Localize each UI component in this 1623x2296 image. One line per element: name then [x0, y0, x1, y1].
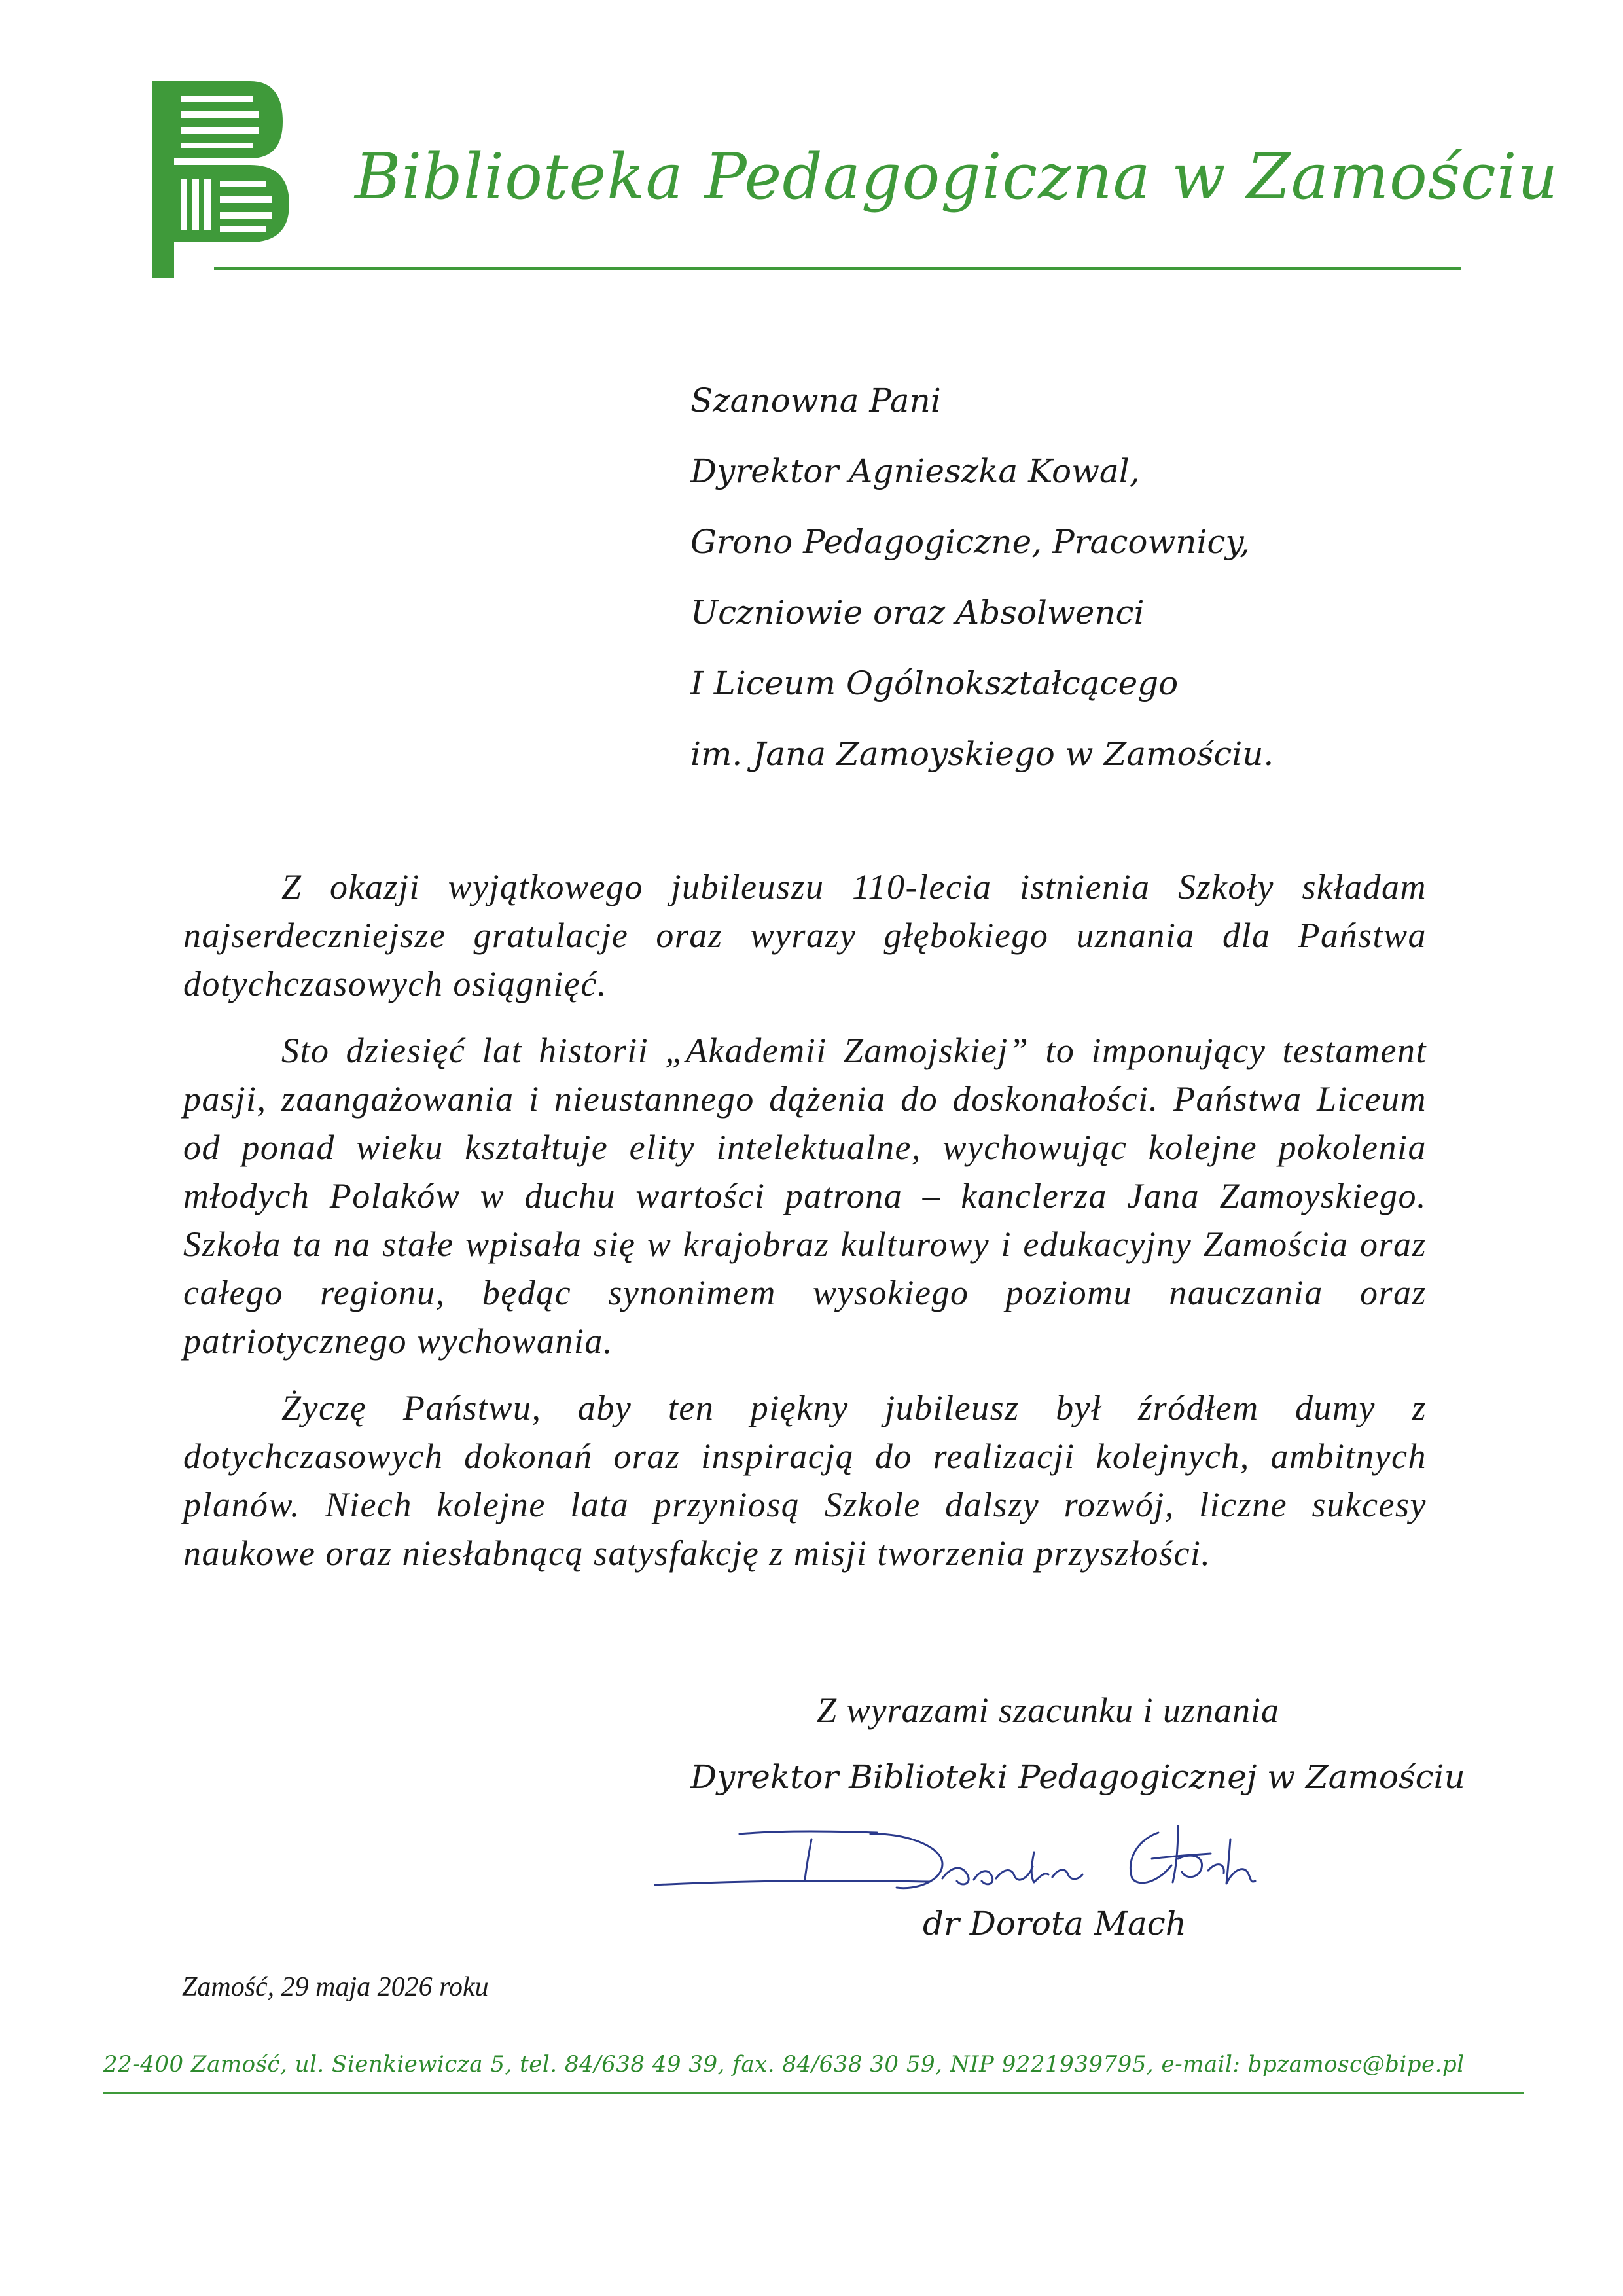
place-and-date: Zamość, 29 maja 2026 roku	[182, 1972, 489, 2002]
recipient-line: Grono Pedagogiczne, Pracownicy,	[690, 523, 1250, 561]
bp-book-logo-icon	[152, 81, 289, 278]
footer-contact-line: 22-400 Zamość, ul. Sienkiewicza 5, tel. 84/638 49 39, fax. 84/638 30 59, NIP 9221939795, e-mail: bpzamosc@bipe.pl	[103, 2051, 1465, 2077]
header-rule	[214, 267, 1461, 270]
letterhead	[152, 81, 1559, 278]
closing-phrase: Z wyrazami szacunku i uznania	[817, 1691, 1280, 1730]
recipient-line: im. Jana Zamoyskiego w Zamościu.	[690, 735, 1274, 773]
signatory-title: Dyrektor Biblioteki Pedagogicznej w Zamościu	[690, 1758, 1465, 1796]
signatory-name: dr Dorota Mach	[923, 1905, 1187, 1943]
footer-rule	[103, 2092, 1524, 2094]
body-paragraph: Z okazji wyjątkowego jubileuszu 110-lecia istnienia Szkoły składam najserdeczniejsze gratulacje oraz wyrazy głębokiego uznania dla Państwa dotychczasowych osiągnięć.	[183, 867, 1427, 1003]
recipient-line: Szanowna Pani	[690, 382, 941, 420]
recipient-line: I Liceum Ogólnokształcącego	[690, 664, 1179, 702]
recipient-block	[690, 365, 1476, 789]
body-paragraph: Życzę Państwu, aby ten piękny jubileusz był źródłem dumy z dotychczasowych dokonań oraz inspiracją do realizacji kolejnych, ambitnych planów. Niech kolejne lata przyniosą Szkole dalszy rozwój, liczne sukcesy naukowe oraz niesłabnącą satysfakcję z misji tworzenia przyszłości.	[183, 1388, 1427, 1573]
recipient-line: Dyrektor Agnieszka Kowal,	[690, 452, 1140, 490]
recipient-line: Uczniowie oraz Absolwenci	[690, 594, 1145, 632]
organization-name: Biblioteka Pedagogiczna w Zamościu	[355, 140, 1559, 213]
handwritten-signature	[654, 1820, 1322, 1905]
letter-body	[183, 863, 1427, 1596]
body-paragraph: Sto dziesięć lat historii „Akademii Zamojskiej” to imponujący testament pasji, zaangażowania i nieustannego dążenia do doskonałości. Państwa Liceum od ponad wieku kształtuje elity intelektualne, wychowując kolejne pokolenia młodych Polaków w duchu wartości patrona – kanclerza Jana Zamoyskiego. Szkoła ta na stałe wpisała się w krajobraz kulturowy i edukacyjny Zamościa oraz całego regionu, będąc synonimem wysokiego poziomu nauczania oraz patriotycznego wychowania.	[183, 1031, 1427, 1361]
